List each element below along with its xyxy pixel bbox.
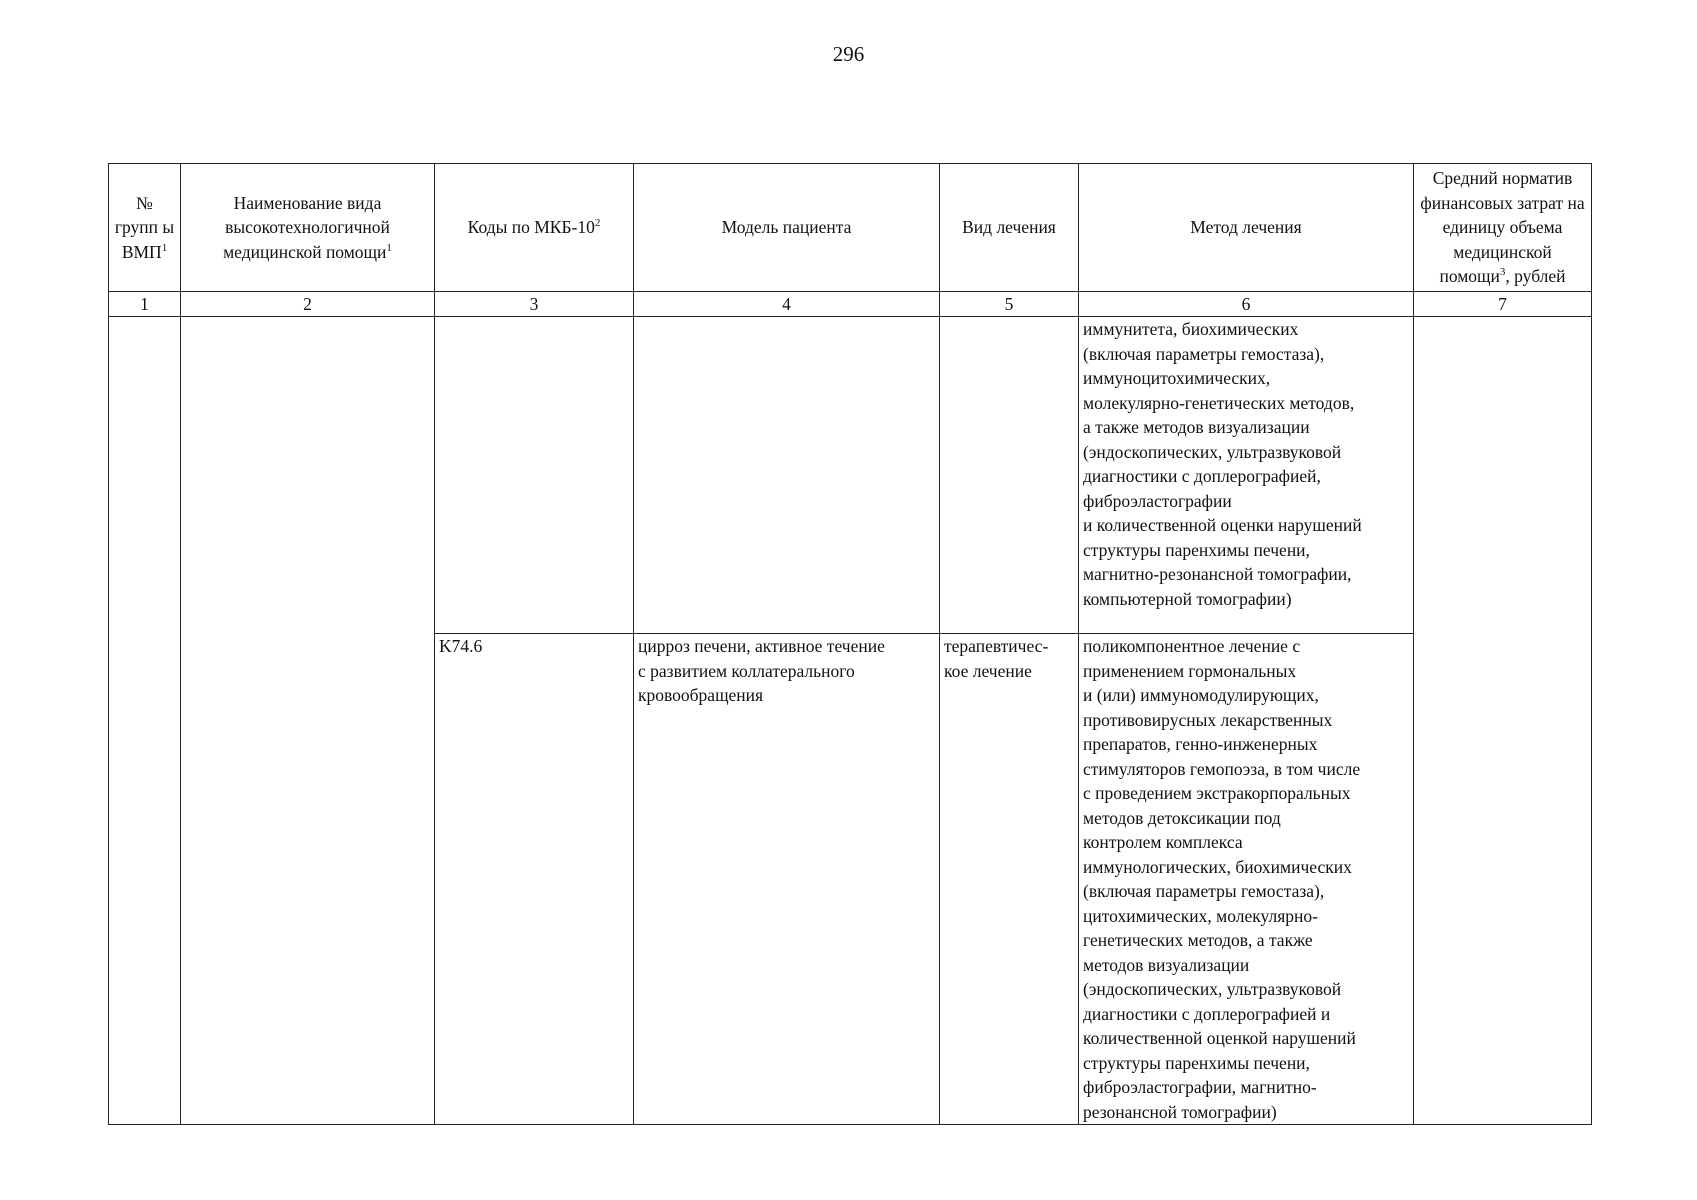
header-treatment-type: Вид лечения xyxy=(940,164,1079,292)
care-type-name-cell xyxy=(181,317,435,1125)
treatment-type-cell xyxy=(940,317,1079,634)
patient-model-cell: цирроз печени, активное течение с развитием коллатерального кровообращения xyxy=(634,634,940,1125)
header-row xyxy=(109,164,1592,292)
header-care-type-name: Наименование вида высокотехнологичной медицинской помощи$^1$ xyxy=(181,164,435,292)
column-number: 6 xyxy=(1079,291,1414,317)
header-group-number: № групп ы ВМП$^1$ xyxy=(109,164,181,292)
column-number: 7 xyxy=(1414,291,1592,317)
icd-code-cell xyxy=(435,317,634,634)
treatment-method-cell: иммунитета, биохимических (включая параметры гемостаза), иммуноцитохимических, молекулярно-генетических методов, а также методов визуализации (эндоскопических, ультразвуковой диагностики с доплерографией, фиброэластографии и количественной оценки нарушений структуры паренхимы печени, магнитно-резонансной томографии, компьютерной томографии) xyxy=(1079,317,1414,634)
patient-model-cell xyxy=(634,317,940,634)
medical-care-table xyxy=(108,163,1592,1125)
column-number: 4 xyxy=(634,291,940,317)
column-number: 2 xyxy=(181,291,435,317)
column-number: 3 xyxy=(435,291,634,317)
header-patient-model: Модель пациента xyxy=(634,164,940,292)
column-number: 1 xyxy=(109,291,181,317)
header-treatment-method: Метод лечения xyxy=(1079,164,1414,292)
group-number-cell xyxy=(109,317,181,1125)
treatment-type-cell: терапевтичес- кое лечение xyxy=(940,634,1079,1125)
column-number-row xyxy=(109,291,1592,317)
header-cost-standard: Средний норматив финансовых затрат на единицу объема медицинской помощи$^3$, рублей xyxy=(1414,164,1592,292)
table-row xyxy=(109,317,1592,634)
page-number: 296 xyxy=(832,42,865,66)
icd-code-cell: K74.6 xyxy=(435,634,634,1125)
header-icd-codes: Коды по МКБ-$10^2$ xyxy=(435,164,634,292)
treatment-method-cell: поликомпонентное лечение с применением гормональных и (или) иммуномодулирующих, противовирусных лекарственных препаратов, генно-инженерных стимуляторов гемопоэза, в том числе с проведением экстракорпоральных методов детоксикации под контролем комплекса иммунологических, биохимических (включая параметры гемостаза), цитохимических, молекулярно- генетических методов, а также методов визуализации (эндоскопических, ультразвуковой диагностики с доплерографией и количественной оценкой нарушений структуры паренхимы печени, фиброэластографии, магнитно- резонансной томографии) xyxy=(1079,634,1414,1125)
cost-standard-cell xyxy=(1414,317,1592,1125)
column-number: 5 xyxy=(940,291,1079,317)
